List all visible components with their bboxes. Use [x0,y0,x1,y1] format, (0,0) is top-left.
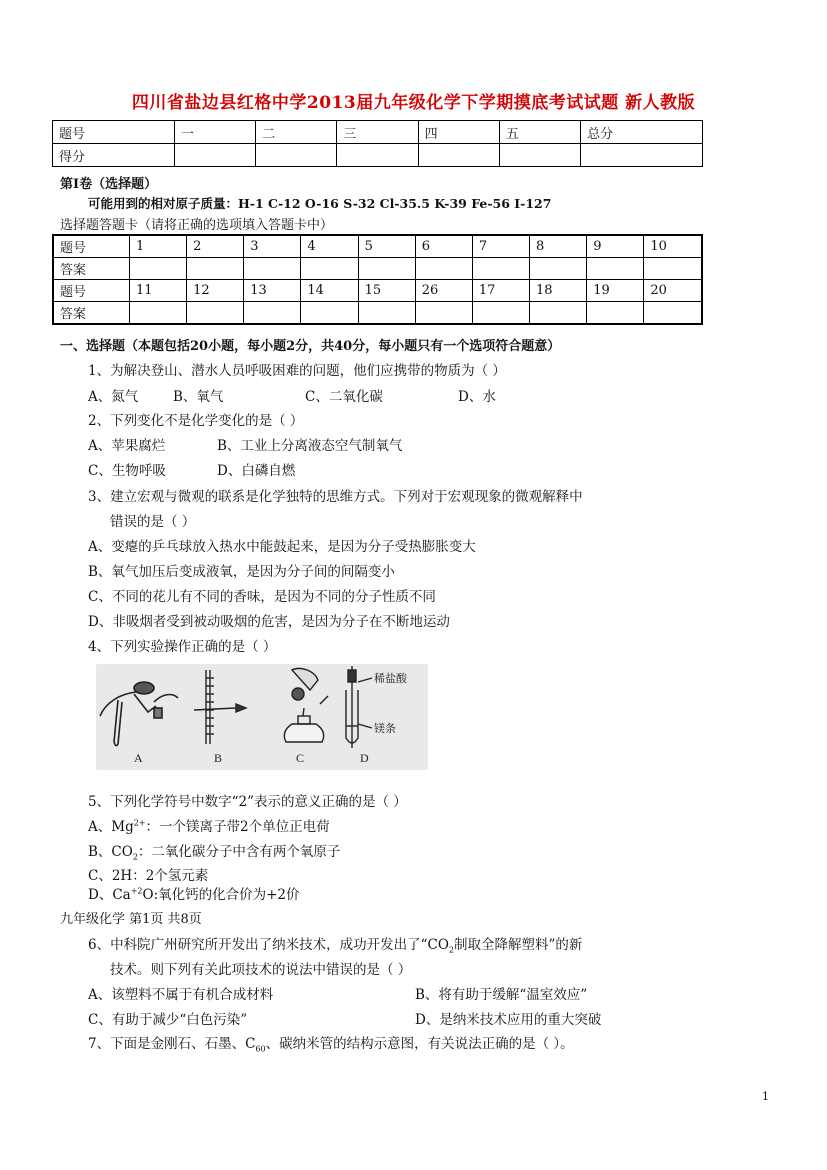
option-b: B、氧气 [173,389,224,405]
answer-card-note: 选择题答题卡（请将正确的选项填入答题卡中） [60,218,334,233]
option-a: A、氮气 [88,389,139,405]
answer-number-cell: 13 [244,280,301,302]
answer-blank-cell[interactable] [472,302,529,325]
operation-a-dropper-icon [100,682,178,746]
answer-blank-cell[interactable] [472,258,529,280]
page-number: 1 [762,1090,769,1103]
figure-label-a: A [134,751,143,765]
option-d: D、水 [458,389,496,405]
answer-blank-cell[interactable] [187,302,244,325]
option-a: A、该塑料不属于有机合成材料 [88,987,274,1003]
answer-number-cell: 8 [530,235,587,258]
question-stem-subscript: 60 [255,1044,266,1054]
score-blank-cell[interactable] [256,144,337,167]
answer-number-row [53,235,702,258]
answer-number-cell: 3 [244,235,301,258]
option-b-subscript: 2 [132,852,138,862]
question-stem-text: 、碳纳米管的结构示意图，有关说法正确的是（ ）。 [265,1036,574,1052]
question-stem: 5、下列化学符号中数字“2”表示的意义正确的是（ ） [88,794,407,810]
score-cell: 二 [256,121,337,144]
score-cell: 总分 [581,121,703,144]
answer-blank-cell[interactable] [644,258,702,280]
answer-blank-cell[interactable] [129,302,186,325]
question-stem-text: 6、中科院广州研究所开发出了纳米技术，成功开发出了“CO [88,937,449,953]
question-stem: 3、建立宏观与微观的联系是化学独特的思维方式。下列对于宏观现象的微观解释中 [88,489,583,505]
score-cell: 得分 [53,144,175,167]
answer-number-cell: 7 [472,235,529,258]
answer-number-cell: 10 [644,235,702,258]
question-stem-continued: 技术。则下列有关此项技术的说法中错误的是（ ） [110,962,412,978]
lab-operations-illustration [96,664,428,770]
option-d: D、是纳米技术应用的重大突破 [415,1012,602,1028]
option-d-text: O:氧化钙的化合价为+2价 [142,887,300,903]
answer-number-cell: 6 [415,235,472,258]
option-d-formula: D、Ca [88,887,131,903]
option-b [88,840,340,862]
answer-number-cell: 18 [530,280,587,302]
answer-blank-cell[interactable] [415,258,472,280]
part-heading: 一、选择题（本题包括20小题，每小题2分，共40分，每小题只有一个选项符合题意） [60,339,561,354]
question-stem-subscript: 2 [448,945,454,955]
score-blank-cell[interactable] [581,144,703,167]
answer-blank-cell[interactable] [301,258,358,280]
answer-blank-cell[interactable] [129,258,186,280]
answer-blank-cell[interactable] [644,302,702,325]
answer-blank-cell[interactable] [530,258,587,280]
atomic-masses-line: 可能用到的相对原子质量：H-1 C-12 O-16 S-32 Cl-35.5 K-39 Fe-56 I-127 [88,196,552,211]
figure-label-b: B [214,751,223,765]
answer-label-cell: 答案 [53,258,129,280]
option-b-formula: B、CO [88,844,133,860]
answer-number-cell: 20 [644,280,702,302]
option-b-text: ：二氧化碳分子中含有两个氧原子 [137,844,341,860]
answer-number-cell: 2 [187,235,244,258]
answer-blank-row [53,258,702,280]
score-cell: 题号 [53,121,175,144]
answer-number-cell: 14 [301,280,358,302]
answer-label-cell: 答案 [53,302,129,325]
answer-blank-cell[interactable] [244,302,301,325]
option-c: C、生物呼吸 [88,463,166,479]
answer-label-cell: 题号 [53,280,129,302]
question-stem [88,1032,574,1054]
question-stem-text: 制取全降解塑料”的新 [453,937,583,953]
answer-label-cell: 题号 [53,235,129,258]
option-a: A、苹果腐烂 [88,438,166,454]
score-blank-cell[interactable] [174,144,255,167]
answer-blank-cell[interactable] [244,258,301,280]
option-c: C、有助于减少“白色污染” [88,1012,248,1028]
operation-d-test-tube-icon [346,666,372,748]
answer-number-cell: 15 [358,280,415,302]
answer-blank-cell[interactable] [187,258,244,280]
answer-blank-cell[interactable] [587,302,644,325]
option-a: A、变瘪的乒乓球放入热水中能鼓起来，是因为分子受热膨胀变大 [88,539,476,555]
score-table-header-row [53,121,703,144]
figure-text-magnesium-ribbon: 镁条 [374,722,396,735]
option-a-formula: A、Mg [88,819,134,835]
figure-label-c: C [296,751,305,765]
option-d: D、非吸烟者受到被动吸烟的危害，是因为分子在不断地运动 [88,614,450,630]
option-a-text: ：一个镁离子带2个单位正电荷 [145,819,330,835]
document-title: 四川省盐边县红格中学2013届九年级化学下学期摸底考试试题 新人教版 [131,93,696,113]
question-stem: 4、下列实验操作正确的是（ ） [88,639,277,655]
score-blank-cell[interactable] [418,144,499,167]
option-d: D、白磷自燃 [217,463,296,479]
answer-number-cell: 9 [587,235,644,258]
answer-number-cell: 4 [301,235,358,258]
question-stem: 1、为解决登山、潜水人员呼吸困难的问题，他们应携带的物质为（ ） [88,363,506,379]
option-c: C、二氧化碳 [305,389,383,405]
question-stem-text: 7、下面是金刚石、石墨、C [88,1036,256,1052]
score-cell: 三 [337,121,418,144]
figure-label-d: D [360,751,369,765]
option-d-superscript: +2 [130,886,143,896]
answer-blank-cell[interactable] [301,302,358,325]
lab-operations-figure [96,664,428,770]
answer-blank-cell[interactable] [358,302,415,325]
answer-number-cell: 12 [187,280,244,302]
operation-b-ruler-icon [194,670,246,744]
option-b: B、氧气加压后变成液氧，是因为分子间的间隔变小 [88,564,395,580]
page-footer: 九年级化学 第1页 共8页 [60,912,202,927]
figure-text-hydrochloric-acid: 稀盐酸 [374,672,407,685]
score-cell: 五 [499,121,580,144]
answer-blank-cell[interactable] [587,258,644,280]
answer-blank-cell[interactable] [530,302,587,325]
answer-number-cell: 17 [472,280,529,302]
question-stem [88,933,582,955]
answer-blank-row [53,302,702,325]
option-c: C、2H：2个氢元素 [88,868,209,884]
answer-number-cell: 1 [129,235,186,258]
option-c: C、不同的花儿有不同的香味，是因为不同的分子性质不同 [88,589,436,605]
answer-blank-cell[interactable] [358,258,415,280]
question-stem-continued: 错误的是（ ） [110,514,196,530]
operation-c-lamp-icon [284,668,328,742]
score-cell: 四 [418,121,499,144]
option-a [88,815,330,835]
option-a-superscript: 2+ [133,818,146,828]
answer-number-cell: 5 [358,235,415,258]
section-heading: 第Ⅰ卷（选择题） [60,177,158,192]
score-table-score-row [53,144,703,167]
option-b: B、将有助于缓解“温室效应” [415,987,588,1003]
score-cell: 一 [174,121,255,144]
score-table [52,120,703,167]
answer-number-row [53,280,702,302]
option-d [88,883,300,903]
answer-number-cell: 26 [415,280,472,302]
score-blank-cell[interactable] [337,144,418,167]
option-b: B、工业上分离液态空气制氧气 [217,438,403,454]
question-stem: 2、下列变化不是化学变化的是（ ） [88,413,304,429]
answer-number-cell: 19 [587,280,644,302]
score-blank-cell[interactable] [499,144,580,167]
answer-card-table [52,234,703,325]
answer-number-cell: 11 [129,280,186,302]
answer-blank-cell[interactable] [415,302,472,325]
